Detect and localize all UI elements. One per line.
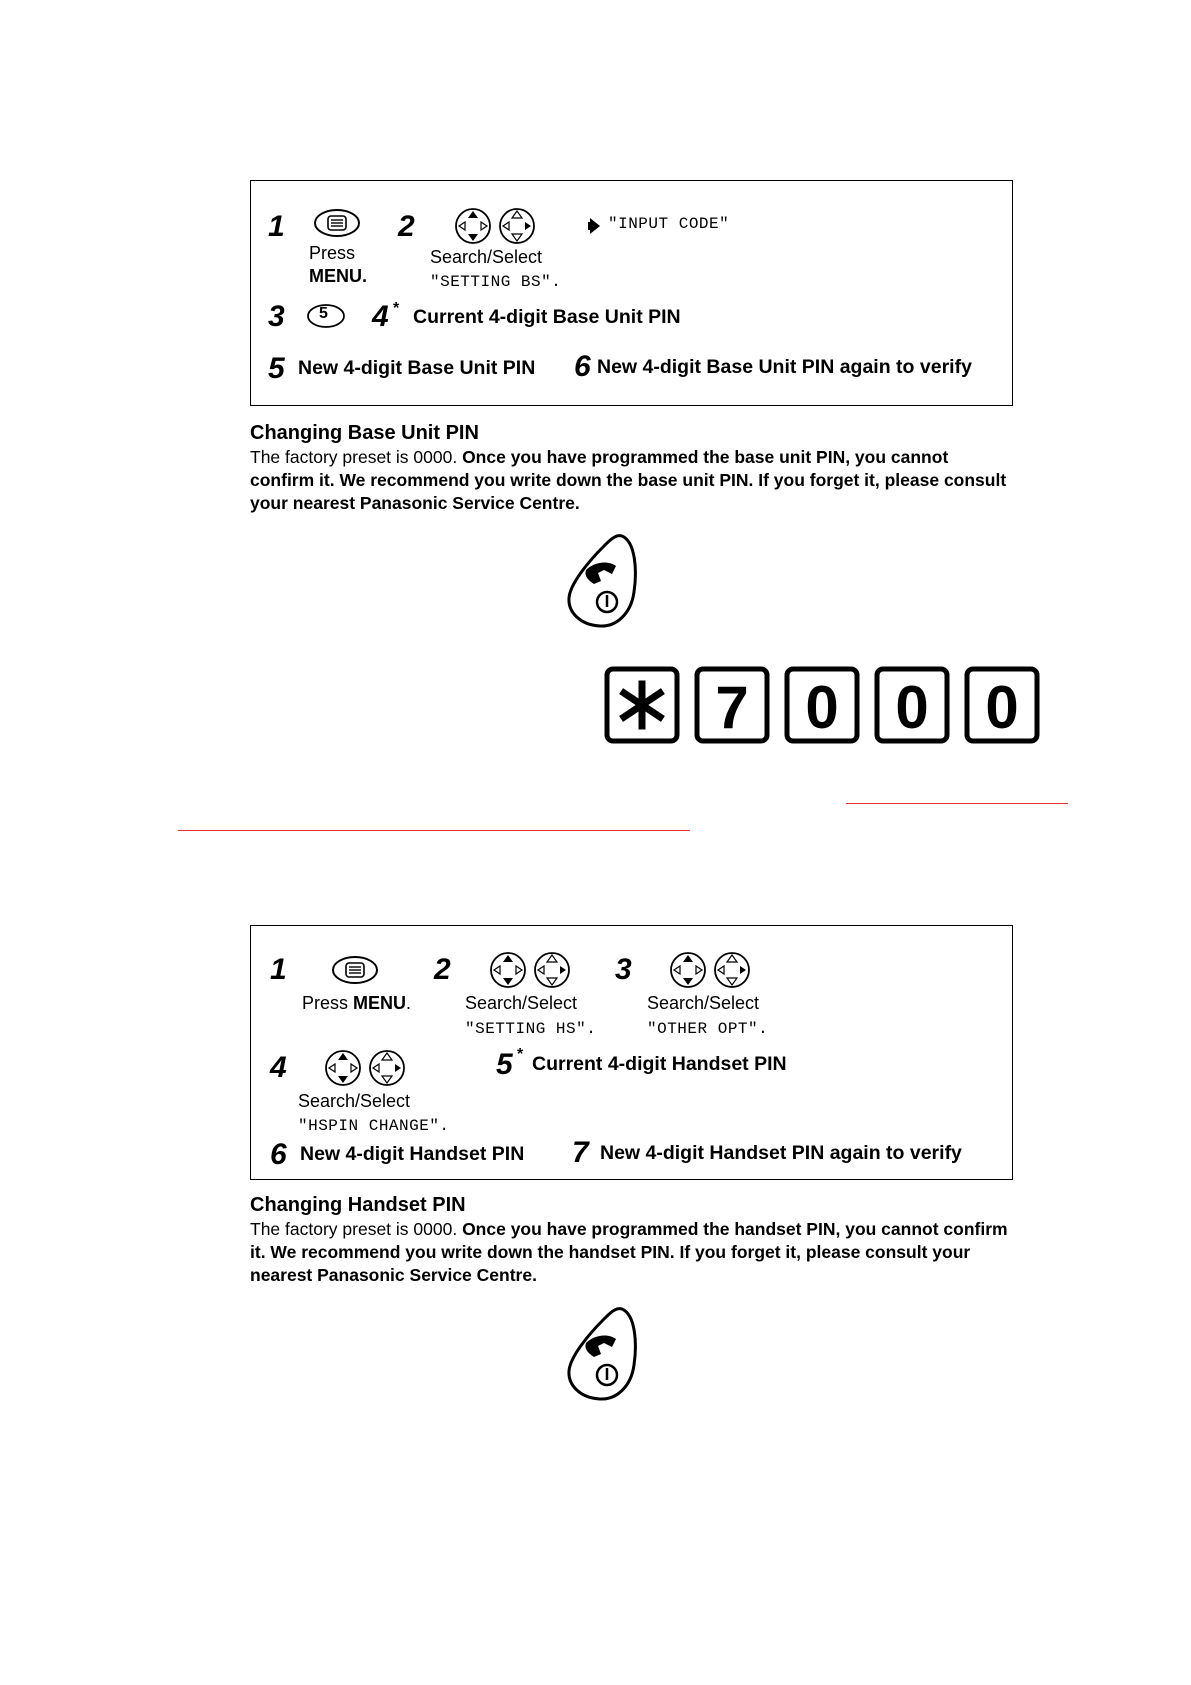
base-pin-paragraph [250, 446, 1010, 515]
step1-label-bottom: MENU. [309, 266, 367, 286]
paragraph-bold: Once you have programmed the handset PIN, you cannot confirm it. We recommend you write down the handset PIN. If you forget it, please consult your nearest Panasonic Service Centre. [250, 1219, 1008, 1285]
step-number: 4 [372, 300, 389, 333]
star-key-icon [604, 666, 680, 744]
step6-text: New 4-digit Base Unit PIN again to verify [597, 356, 972, 378]
step-number: 6 [270, 1138, 287, 1171]
key-label: 0 [895, 674, 929, 741]
arrow-right-icon [588, 217, 602, 235]
paragraph-plain: The factory preset is 0000. [250, 447, 463, 467]
off-power-key-icon [564, 1305, 642, 1405]
step-number: 2 [398, 210, 415, 243]
paragraph-plain: The factory preset is 0000. [250, 1219, 463, 1239]
step-number: 2 [434, 953, 451, 986]
h-step5-text: Current 4-digit Handset PIN [532, 1053, 787, 1075]
key-label: 7 [715, 674, 749, 741]
step5-text: New 4-digit Base Unit PIN [298, 357, 536, 379]
navigator-key-icon [454, 206, 540, 246]
h-step2-code: "SETTING HS". [465, 1020, 597, 1038]
h-step4-label: Search/Select [298, 1091, 411, 1111]
red-rule-line [846, 803, 1068, 804]
key-label: 0 [805, 674, 839, 741]
navigator-key-icon [489, 950, 575, 990]
menu-button-icon [312, 208, 362, 238]
step2-label: Search/Select [430, 247, 543, 267]
navigator-key-icon [324, 1048, 410, 1088]
red-rule-line [178, 830, 690, 831]
paragraph-bold: Once you have programmed the base unit PIN, you cannot confirm it. We recommend you write down the base unit PIN. If you forget it, please consult your nearest Panasonic Service Centre. [250, 447, 1007, 513]
h-step7-text: New 4-digit Handset PIN again to verify [600, 1142, 962, 1164]
digit-key-icon [784, 666, 860, 744]
handset-pin-heading: Changing Handset PIN [250, 1194, 466, 1216]
step-number: 1 [270, 953, 287, 986]
key-sequence [604, 666, 1044, 748]
digit-key-icon [694, 666, 770, 744]
digit-key-icon [964, 666, 1040, 744]
step-number: 3 [268, 300, 285, 333]
menu-button-icon [330, 955, 380, 985]
handset-pin-paragraph [250, 1218, 1010, 1287]
step4-text: Current 4-digit Base Unit PIN [413, 306, 681, 328]
h-step6-text: New 4-digit Handset PIN [300, 1143, 525, 1165]
navigator-key-icon [669, 950, 755, 990]
label-plain: Press [302, 993, 354, 1013]
digit-key-icon [874, 666, 950, 744]
label-end: . [406, 993, 412, 1013]
step1-label-top: Press [309, 243, 356, 263]
h-step4-code: "HSPIN CHANGE". [298, 1117, 450, 1135]
base-pin-heading: Changing Base Unit PIN [250, 422, 479, 444]
asterisk: * [517, 1046, 524, 1063]
h-step2-label: Search/Select [465, 993, 578, 1013]
h-step1-label [302, 994, 411, 1014]
step-number: 6 [574, 350, 591, 383]
result-code: "INPUT CODE" [608, 215, 730, 233]
h-step3-label: Search/Select [647, 993, 760, 1013]
step-number: 7 [572, 1136, 589, 1169]
asterisk: * [393, 300, 400, 317]
h-step3-code: "OTHER OPT". [647, 1020, 769, 1038]
digit-key-label: 5 [319, 305, 328, 322]
step-number: 1 [268, 210, 285, 243]
step2-code: "SETTING BS". [430, 273, 562, 291]
step-number: 3 [615, 953, 632, 986]
off-power-key-icon [564, 532, 642, 632]
step-number: 4 [270, 1051, 287, 1084]
step-number: 5 [496, 1048, 513, 1081]
step-number: 5 [268, 352, 285, 385]
label-bold: MENU [353, 993, 407, 1013]
key-label: 0 [985, 674, 1019, 741]
